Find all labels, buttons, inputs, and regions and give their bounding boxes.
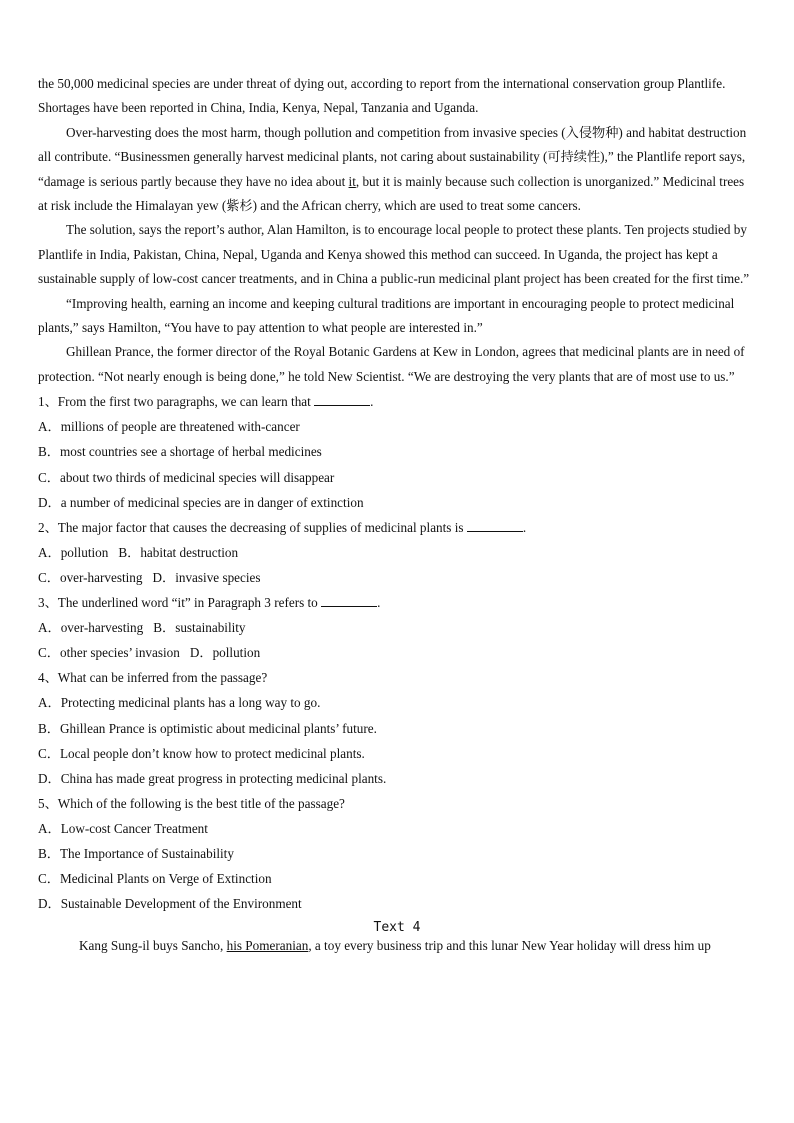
exam-page <box>38 72 756 955</box>
question-2-end: . <box>522 519 527 535</box>
passage-paragraph-4: “Improving health, earning an income and keeping cultural traditions are important in encouraging people to protect medicinal plants,” says Hamilton, “You have to pay attention to what people are interested in.” <box>38 295 735 336</box>
question-2-option-a[interactable]: A．pollution <box>38 544 109 560</box>
question-1-option-a[interactable]: A．millions of people are threatened with-cancer <box>38 419 300 435</box>
answer-blank <box>321 592 377 607</box>
question-3-option-a[interactable]: A．over-harvesting <box>38 620 144 636</box>
paragraph-2-text-b: , but it is mainly because such collection is unorganized.” Medicinal trees at risk include the Himalayan yew (紫杉) and the African cherry, which are used to treat some cancers. <box>38 173 745 214</box>
question-3-option-d[interactable]: D．pollution <box>189 645 261 661</box>
question-3-options-cd <box>38 640 756 665</box>
question-4-option-b[interactable]: B．Ghillean Prance is optimistic about medicinal plants’ future. <box>38 720 377 736</box>
question-3-options-ab <box>38 615 756 640</box>
question-5-option-a[interactable]: A．Low-cost Cancer Treatment <box>38 820 208 836</box>
question-2-option-b[interactable]: B．habitat destruction <box>118 544 239 560</box>
text-4-title: Text 4 <box>373 920 421 936</box>
question-3-option-c[interactable]: C．other species’ invasion <box>38 645 180 661</box>
question-1-text: 1、From the first two paragraphs, we can learn that <box>38 394 315 410</box>
question-1-option-b[interactable]: B．most countries see a shortage of herbal medicines <box>38 444 322 460</box>
question-1-end: . <box>370 394 374 410</box>
text-4-first-line <box>38 937 756 955</box>
question-1-stem <box>38 389 756 414</box>
question-1-option-c[interactable]: C．about two thirds of medicinal species will disappear <box>38 469 335 485</box>
question-2-option-d[interactable]: D．invasive species <box>152 569 261 585</box>
question-4-option-d[interactable]: D．China has made great progress in protecting medicinal plants. <box>38 770 387 786</box>
question-2-option-c[interactable]: C．over-harvesting <box>38 569 143 585</box>
question-5-option-b[interactable]: B．The Importance of Sustainability <box>38 845 234 861</box>
question-2-text: 2、The major factor that causes the decreasing of supplies of medicinal plants is <box>38 519 467 535</box>
underlined-phrase: his Pomeranian <box>226 938 309 954</box>
text-4-line-b: , a toy every business trip and this lunar New Year holiday will dress him up <box>308 938 711 954</box>
question-3-end: . <box>377 595 381 611</box>
question-2-options-cd <box>38 565 756 590</box>
question-4-option-c[interactable]: C．Local people don’t know how to protect medicinal plants. <box>38 745 365 761</box>
answer-blank <box>467 517 523 532</box>
question-5-stem: 5、Which of the following is the best title of the passage? <box>38 795 345 811</box>
paragraph-2-text-a: Over-harvesting does the most harm, though pollution and competition from invasive species (入侵物种) and habitat destruction all contribute. “Businessmen generally harvest medicinal plants, not caring about sustainability (可持续性),” the Plantlife report says, “damage is serious partly because they have no idea about <box>38 124 747 189</box>
passage-paragraph-3: The solution, says the report’s author, Alan Hamilton, is to encourage local people to protect these plants. Ten projects studied by Plantlife in India, Pakistan, China, Nepal, Uganda and Kenya showed this method can succeed. In Uganda, the project has kept a sustainable supply of low-cost cancer treatments, and in China a public-run medicinal plant project has been created for the first time.” <box>38 222 750 287</box>
question-1-option-d[interactable]: D．a number of medicinal species are in danger of extinction <box>38 494 364 510</box>
passage-paragraph-2 <box>38 121 756 219</box>
passage-paragraph-5: Ghillean Prance, the former director of the Royal Botanic Gardens at Kew in London, agrees that medicinal plants are in need of protection. “Not nearly enough is being done,” he told New Scientist. “We are destroying the very plants that are of most use to us.” <box>38 344 745 384</box>
question-3-stem <box>38 590 756 615</box>
question-5-option-d[interactable]: D．Sustainable Development of the Environment <box>38 896 302 912</box>
question-3-text: 3、The underlined word “it” in Paragraph 3 refers to <box>38 595 322 611</box>
question-5-option-c[interactable]: C．Medicinal Plants on Verge of Extinction <box>38 871 272 887</box>
answer-blank <box>314 391 370 406</box>
question-2-stem <box>38 515 756 540</box>
passage-paragraph-1: the 50,000 medicinal species are under threat of dying out, according to report from the international conservation group Plantlife. Shortages have been reported in China, India, Kenya, Nepal, Tanzania and Uganda. <box>38 76 726 116</box>
question-3-option-b[interactable]: B．sustainability <box>153 620 246 636</box>
underlined-word-it: it <box>348 173 356 189</box>
question-2-options-ab <box>38 540 756 565</box>
question-4-option-a[interactable]: A．Protecting medicinal plants has a long way to go. <box>38 695 321 711</box>
text-4-line-a: Kang Sung-il buys Sancho, <box>79 938 227 954</box>
question-4-stem: 4、What can be inferred from the passage? <box>38 670 268 686</box>
